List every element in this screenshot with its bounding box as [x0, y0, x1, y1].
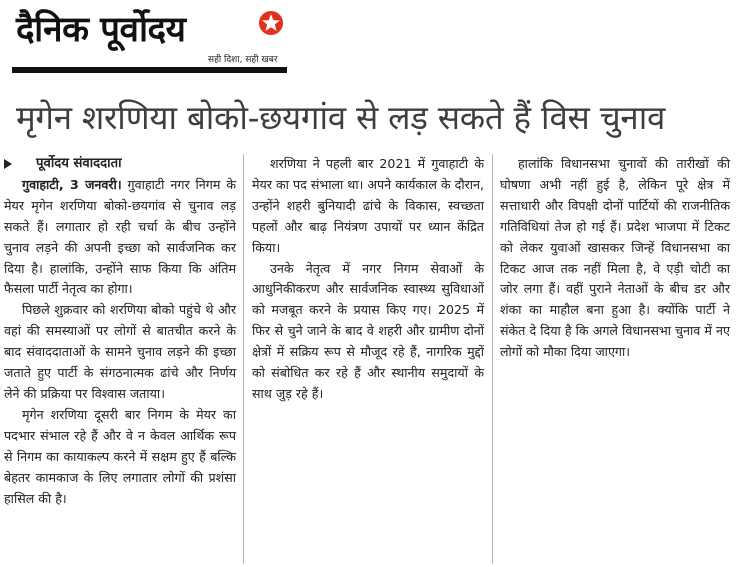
- sun-star-icon: [258, 10, 284, 36]
- article-column-3: [500, 154, 730, 363]
- paragraph: [4, 175, 236, 300]
- tagline: सही दिशा, सही खबर: [208, 55, 278, 65]
- dateline: गुवाहाटी, 3 जनवरी।: [22, 176, 122, 192]
- article-column-1: [4, 154, 236, 509]
- column-divider: [243, 154, 244, 564]
- paragraph: हालांकि विधानसभा चुनावों की तारीखों की घोषणा अभी नहीं हुई है, लेकिन पूरे क्षेत्र में सत्ताधारी और विपक्षी दोनों पार्टियों की राजनीतिक गतिविधियां तेज हो गई हैं। प्रदेश भाजपा में टिकट को लेकर युवाओं खासकर जिन्हें विधानसभा का टिकट आज तक नहीं मिला है, वे एड़ी चोटी का जोर लगा हैं। वहीं पुराने नेताओं के बीच डर और शंका का माहौल बना हुआ है। क्योंकि पार्टी ने संकेत दे दिया है कि अगले विधानसभा चुनाव में नए लोगों को मौका दिया जाएगा।: [500, 156, 730, 360]
- newspaper-logo: दैनिक पूर्वोदय: [16, 10, 186, 50]
- paragraph-text: गुवाहाटी नगर निगम के मेयर मृगेन शरणिया बोको-छयगांव से चुनाव लड़ सकते हैं। लगातार हो रही चर्चा के बीच उन्होंने चुनाव लड़ने की अपनी इच्छा को सार्वजनिक कर दिया है। हालांकि, उन्होंने साफ किया कि अंतिम फैसला पार्टी नेतृत्व का होगा।: [4, 176, 236, 297]
- paragraph: शरणिया ने पहली बार 2021 में गुवाहाटी के मेयर का पद संभाला था। अपने कार्यकाल के दौरान, उन्होंने शहरी बुनियादी ढांचे के विकास, स्वच्छता पहलों और बाढ़ नियंत्रण उपायों पर ध्यान केंद्रित किया।: [252, 156, 484, 255]
- triangle-bullet-icon: [4, 159, 12, 169]
- headline: मृगेन शरणिया बोको-छयगांव से लड़ सकते हैं विस चुनाव: [16, 98, 666, 137]
- column-divider: [492, 154, 493, 564]
- paragraph: उनके नेतृत्व में नगर निगम सेवाओं के आधुनिकीकरण और सार्वजनिक स्वास्थ्य सुविधाओं को मजबूत करने के प्रयास किए गए। 2025 में फिर से चुने जाने के बाद वे शहरी और ग्रामीण दोनों क्षेत्रों में सक्रिय रूप से मौजूद रहे हैं, नागरिक मुद्दों को संबोधित कर रहे हैं और स्थानीय समुदायों के साथ जुड़ रहे हैं।: [252, 260, 484, 401]
- masthead-rule: [12, 67, 287, 73]
- paragraph: मृगेन शरणिया दूसरी बार निगम के मेयर का पदभार संभाल रहे हैं और वे न केवल आर्थिक रूप से निगम का कायाकल्प करने में सक्षम हुए हैं बल्कि बेहतर कामकाज के लिए लगातार लोगों की प्रशंसा हासिल की है।: [4, 406, 236, 506]
- masthead: [12, 6, 287, 72]
- article-column-2: [252, 154, 484, 405]
- byline-text: पूर्वोदय संवाददाता: [36, 156, 122, 171]
- byline: [4, 154, 236, 175]
- paragraph: पिछले शुक्रवार को शरणिया बोको पहुंचे थे और वहां की समस्याओं पर लोगों से बातचीत करने के बाद संवाददाताओं के सामने चुनाव लड़ने की इच्छा जताते हुए पार्टी के संगठनात्मक ढांचे और निर्णय लेने की प्रक्रिया पर विश्वास जताया।: [4, 302, 236, 401]
